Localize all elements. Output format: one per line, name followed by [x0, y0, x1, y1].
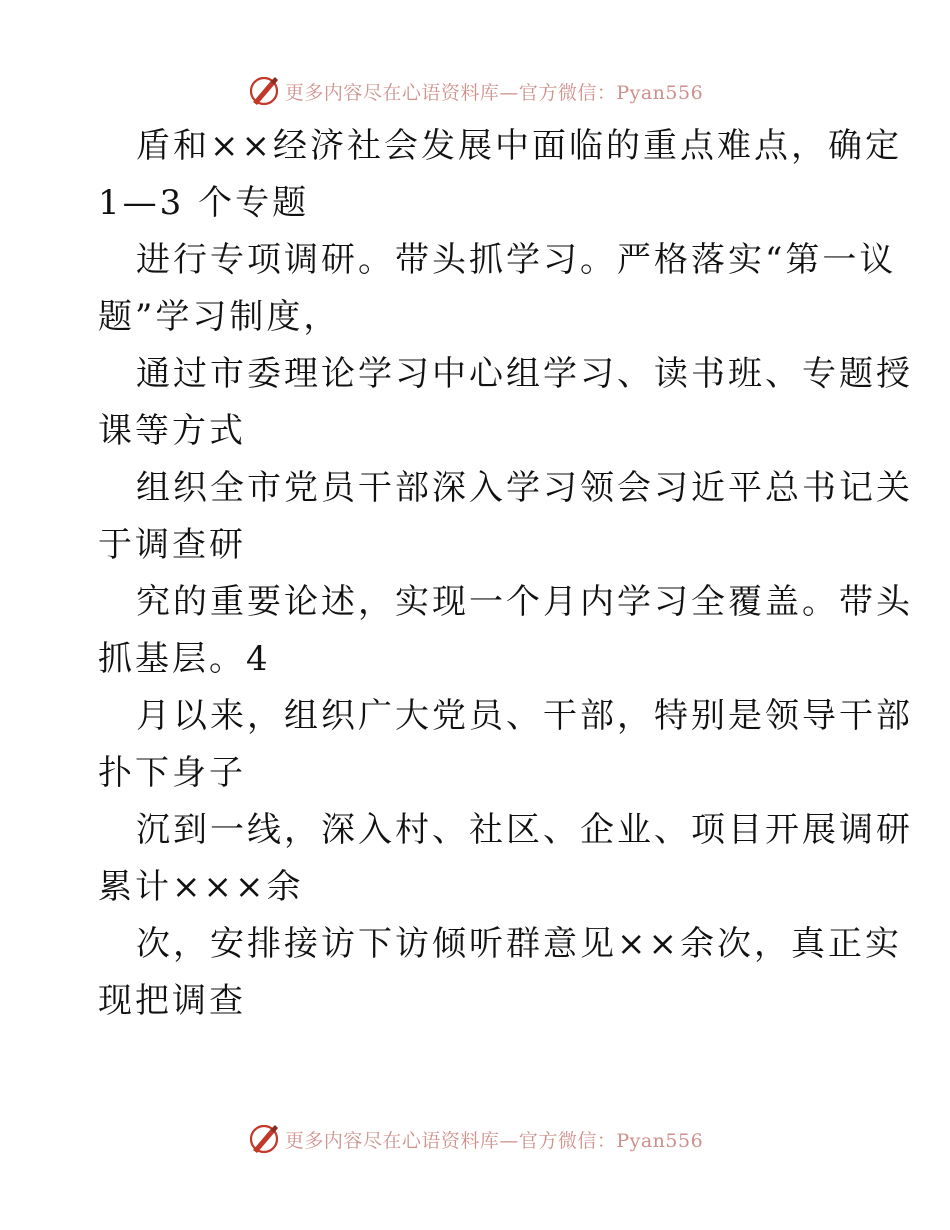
text-line: 沉到一线，深入村、社区、企业、项目开展调研 [136, 810, 913, 850]
text-line: 1—3 个专题 [98, 183, 310, 223]
text-line: 扑下身子 [98, 753, 246, 793]
footer-watermark [0, 1119, 950, 1159]
banner-text: 更多内容尽在心语资料库—官方微信：Pyan556 [284, 1129, 704, 1152]
text-line: 于调查研 [98, 525, 246, 565]
pen-logo-icon [247, 74, 281, 108]
text-line: 课等方式 [98, 411, 246, 451]
text-line: 究的重要论述，实现一个月内学习全覆盖。带头 [136, 582, 913, 622]
text-line: 现把调查 [98, 981, 246, 1021]
text-line: 题”学习制度， [98, 297, 341, 337]
text-line: 进行专项调研。带头抓学习。严格落实“第一议 [136, 240, 897, 280]
text-line: 通过市委理论学习中心组学习、读书班、专题授 [136, 354, 913, 394]
pen-logo-icon [247, 1122, 281, 1156]
text-line: 组织全市党员干部深入学习领会习近平总书记关 [136, 468, 913, 508]
document-body [98, 118, 913, 1030]
header-watermark [0, 71, 950, 111]
text-line: 抓基层。4 [98, 639, 271, 679]
text-line: 次，安排接访下访倾听群意见××余次，真正实 [136, 924, 902, 964]
text-line: 累计×××余 [98, 867, 304, 907]
text-line: 盾和××经济社会发展中面临的重点难点，确定 [136, 126, 902, 166]
text-line: 月以来，组织广大党员、干部，特别是领导干部 [136, 696, 913, 736]
banner-text: 更多内容尽在心语资料库—官方微信：Pyan556 [284, 81, 704, 104]
